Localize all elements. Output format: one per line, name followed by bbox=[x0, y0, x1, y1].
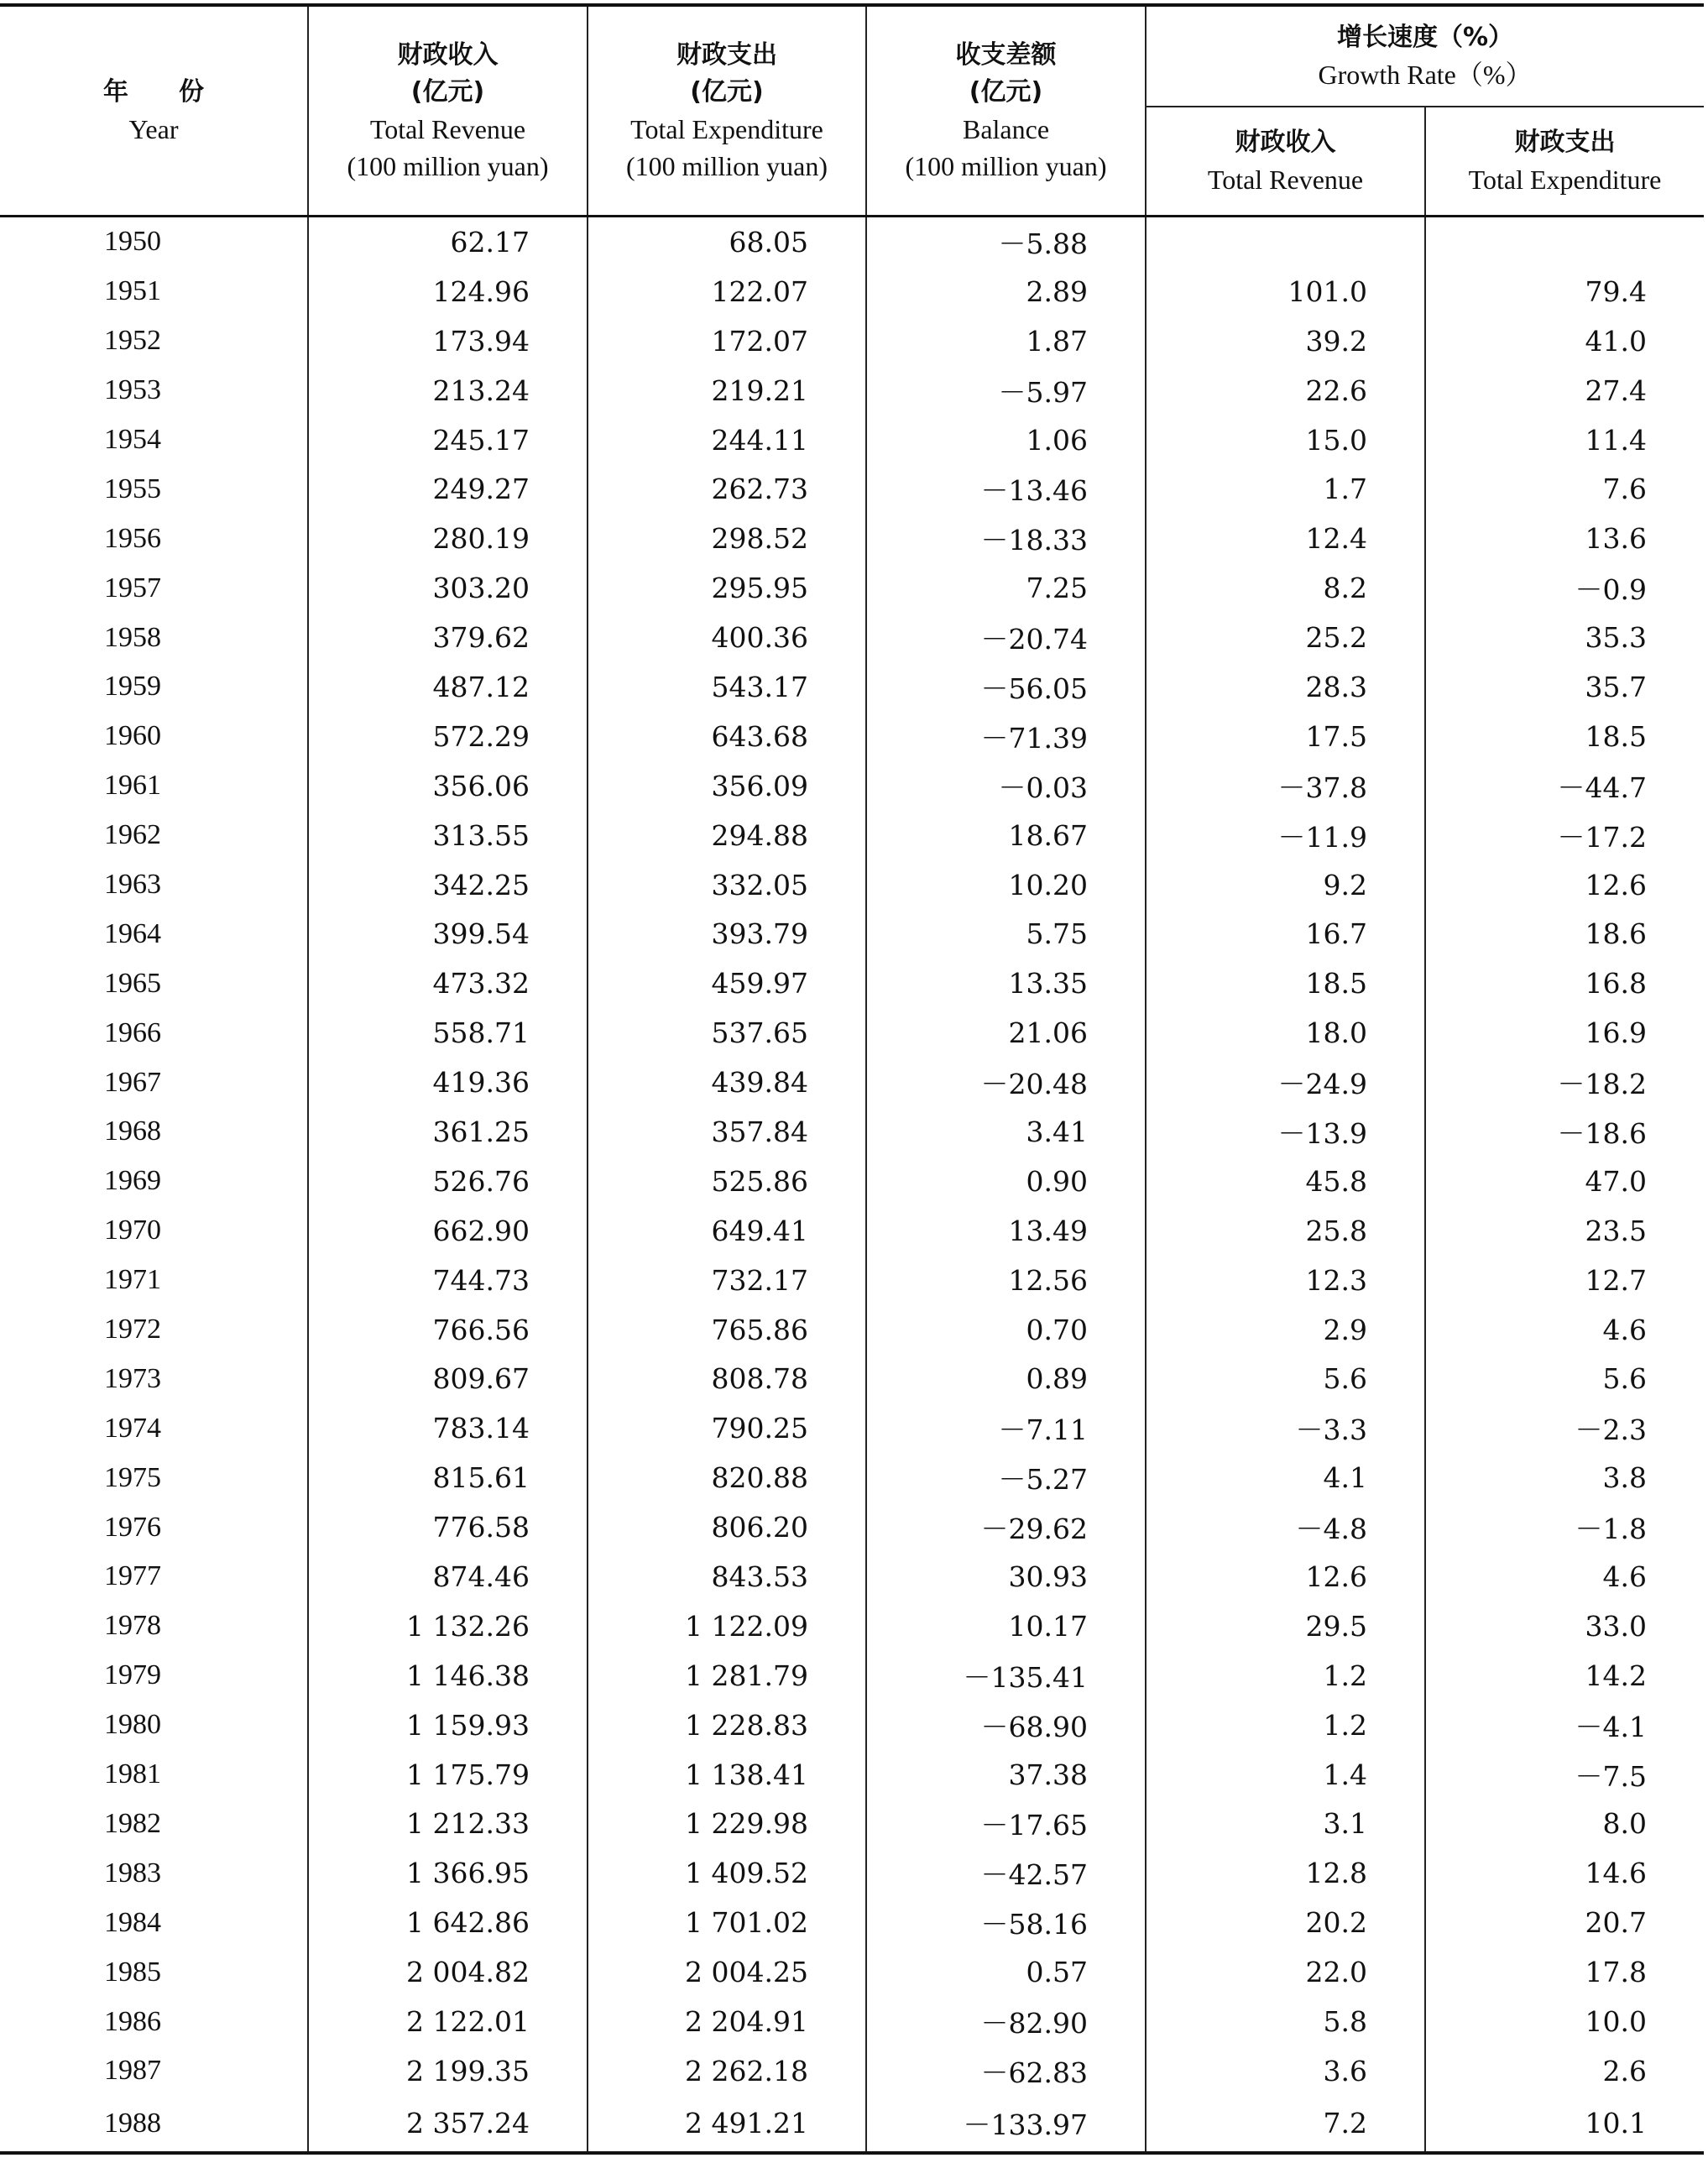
growth-expenditure-cell: 35.7 bbox=[1585, 670, 1648, 703]
expenditure-cell: 172.07 bbox=[588, 316, 866, 366]
header-growth-revenue: 财政收入 Total Revenue bbox=[1146, 107, 1425, 217]
table-row bbox=[0, 464, 1704, 514]
expenditure-cell: 357.84 bbox=[588, 1107, 866, 1157]
expenditure-cell: 643.68 bbox=[588, 712, 866, 761]
balance-cell: 12.56 bbox=[866, 1256, 1146, 1305]
year-cell: 1977 bbox=[0, 1552, 308, 1601]
balance-cell: －133.97 bbox=[866, 2096, 1146, 2153]
growth-expenditure-cell: 10.0 bbox=[1585, 2005, 1648, 2038]
year-cell: 1978 bbox=[0, 1601, 308, 1651]
revenue-cell: 572.29 bbox=[308, 712, 588, 761]
expenditure-cell: 806.20 bbox=[588, 1502, 866, 1552]
growth-revenue-cell: －4.8 bbox=[1146, 1502, 1425, 1552]
expenditure-cell: 1 228.83 bbox=[588, 1701, 866, 1750]
balance-cell: －82.90 bbox=[866, 1997, 1146, 2046]
growth-revenue-cell: 45.8 bbox=[1146, 1157, 1425, 1206]
revenue-cell: 526.76 bbox=[308, 1157, 588, 1206]
revenue-cell: 1 366.95 bbox=[308, 1848, 588, 1898]
growth-revenue-cell: 1.2 bbox=[1146, 1701, 1425, 1750]
year-cell: 1964 bbox=[0, 909, 308, 959]
expenditure-cell: 219.21 bbox=[588, 366, 866, 415]
year-cell: 1986 bbox=[0, 1997, 308, 2046]
growth-expenditure-cell: 12.6 bbox=[1585, 868, 1648, 901]
balance-cell: 13.35 bbox=[866, 959, 1146, 1008]
revenue-cell: 361.25 bbox=[308, 1107, 588, 1157]
balance-cell: 0.57 bbox=[866, 1947, 1146, 1997]
growth-revenue-cell: 17.5 bbox=[1146, 712, 1425, 761]
revenue-cell: 662.90 bbox=[308, 1206, 588, 1256]
balance-cell: 37.38 bbox=[866, 1750, 1146, 1800]
growth-expenditure-cell: 13.6 bbox=[1585, 522, 1648, 556]
table-row bbox=[0, 1354, 1704, 1403]
table-row bbox=[0, 1800, 1704, 1849]
balance-cell: －29.62 bbox=[866, 1502, 1146, 1552]
growth-revenue-cell: 18.0 bbox=[1146, 1008, 1425, 1058]
balance-cell: －20.74 bbox=[866, 613, 1146, 662]
table-row bbox=[0, 316, 1704, 366]
table-row bbox=[0, 1750, 1704, 1800]
year-cell: 1966 bbox=[0, 1008, 308, 1058]
growth-expenditure-cell: 4.6 bbox=[1602, 1560, 1648, 1593]
growth-revenue-cell: －13.9 bbox=[1146, 1107, 1425, 1157]
expenditure-cell: 1 281.79 bbox=[588, 1651, 866, 1701]
growth-expenditure-cell: 20.7 bbox=[1585, 1906, 1648, 1940]
table-row bbox=[0, 415, 1704, 465]
growth-revenue-cell: 1.2 bbox=[1146, 1651, 1425, 1701]
growth-revenue-cell: 18.5 bbox=[1146, 959, 1425, 1008]
year-cell: 1980 bbox=[0, 1701, 308, 1750]
year-cell: 1987 bbox=[0, 2046, 308, 2096]
table-header bbox=[0, 5, 1704, 217]
balance-cell: 30.93 bbox=[866, 1552, 1146, 1601]
expenditure-cell: 68.05 bbox=[588, 217, 866, 267]
growth-revenue-cell: 4.1 bbox=[1146, 1453, 1425, 1502]
growth-revenue-cell: －11.9 bbox=[1146, 811, 1425, 860]
growth-revenue-cell: 22.6 bbox=[1146, 366, 1425, 415]
growth-expenditure-cell: 79.4 bbox=[1585, 274, 1648, 308]
growth-expenditure-cell: －7.5 bbox=[1575, 1759, 1648, 1793]
growth-revenue-cell: 15.0 bbox=[1146, 415, 1425, 465]
growth-revenue-cell: 3.1 bbox=[1146, 1800, 1425, 1849]
expenditure-cell: 295.95 bbox=[588, 563, 866, 613]
table-row bbox=[0, 1502, 1704, 1552]
year-cell: 1972 bbox=[0, 1305, 308, 1355]
growth-revenue-cell: 25.8 bbox=[1146, 1206, 1425, 1256]
growth-revenue-cell: －3.3 bbox=[1146, 1403, 1425, 1453]
revenue-cell: 815.61 bbox=[308, 1453, 588, 1502]
growth-expenditure-cell: 18.6 bbox=[1585, 917, 1648, 951]
revenue-cell: 62.17 bbox=[308, 217, 588, 267]
expenditure-cell: 2 262.18 bbox=[588, 2046, 866, 2096]
growth-revenue-cell: 39.2 bbox=[1146, 316, 1425, 366]
header-year: 年 份 Year bbox=[0, 5, 308, 217]
table-row bbox=[0, 1997, 1704, 2046]
growth-expenditure-cell: 7.6 bbox=[1602, 473, 1648, 506]
balance-cell: －62.83 bbox=[866, 2046, 1146, 2096]
table-row bbox=[0, 2046, 1704, 2096]
table-row bbox=[0, 811, 1704, 860]
revenue-cell: 1 159.93 bbox=[308, 1701, 588, 1750]
balance-cell: 1.06 bbox=[866, 415, 1146, 465]
balance-cell: －18.33 bbox=[866, 514, 1146, 563]
revenue-cell: 783.14 bbox=[308, 1403, 588, 1453]
growth-expenditure-cell: 16.8 bbox=[1585, 967, 1648, 1001]
growth-expenditure-cell: 2.6 bbox=[1602, 2054, 1648, 2087]
growth-revenue-cell: 1.7 bbox=[1146, 464, 1425, 514]
balance-cell: －68.90 bbox=[866, 1701, 1146, 1750]
expenditure-cell: 820.88 bbox=[588, 1453, 866, 1502]
balance-cell: －135.41 bbox=[866, 1651, 1146, 1701]
growth-expenditure-cell: 27.4 bbox=[1585, 374, 1648, 407]
header-growth-expenditure: 财政支出 Total Expenditure bbox=[1425, 107, 1704, 217]
expenditure-cell: 332.05 bbox=[588, 860, 866, 910]
revenue-cell: 124.96 bbox=[308, 267, 588, 316]
growth-expenditure-cell: －18.2 bbox=[1557, 1068, 1648, 1101]
growth-revenue-cell: 101.0 bbox=[1146, 267, 1425, 316]
table-row bbox=[0, 1058, 1704, 1107]
balance-cell: －17.65 bbox=[866, 1800, 1146, 1849]
table-row bbox=[0, 761, 1704, 811]
expenditure-cell: 843.53 bbox=[588, 1552, 866, 1601]
growth-expenditure-cell: 12.7 bbox=[1585, 1263, 1648, 1297]
revenue-cell: 2 199.35 bbox=[308, 2046, 588, 2096]
year-cell: 1981 bbox=[0, 1750, 308, 1800]
revenue-cell: 419.36 bbox=[308, 1058, 588, 1107]
growth-revenue-cell: 20.2 bbox=[1146, 1898, 1425, 1947]
table-row bbox=[0, 909, 1704, 959]
year-cell: 1955 bbox=[0, 464, 308, 514]
balance-cell: 5.75 bbox=[866, 909, 1146, 959]
table-row bbox=[0, 217, 1704, 267]
balance-cell: －58.16 bbox=[866, 1898, 1146, 1947]
year-cell: 1971 bbox=[0, 1256, 308, 1305]
growth-expenditure-cell: －1.8 bbox=[1575, 1513, 1648, 1546]
table-row bbox=[0, 860, 1704, 910]
growth-expenditure-cell: 35.3 bbox=[1585, 621, 1648, 655]
table-row bbox=[0, 1305, 1704, 1355]
year-cell: 1973 bbox=[0, 1354, 308, 1403]
table-row bbox=[0, 613, 1704, 662]
revenue-cell: 1 642.86 bbox=[308, 1898, 588, 1947]
revenue-cell: 280.19 bbox=[308, 514, 588, 563]
expenditure-cell: 1 122.09 bbox=[588, 1601, 866, 1651]
growth-expenditure-cell: 17.8 bbox=[1585, 1956, 1648, 1989]
expenditure-cell: 244.11 bbox=[588, 415, 866, 465]
expenditure-cell: 808.78 bbox=[588, 1354, 866, 1403]
revenue-cell: 303.20 bbox=[308, 563, 588, 613]
year-cell: 1957 bbox=[0, 563, 308, 613]
revenue-cell: 487.12 bbox=[308, 662, 588, 712]
revenue-cell: 379.62 bbox=[308, 613, 588, 662]
table-row bbox=[0, 366, 1704, 415]
growth-revenue-cell: 7.2 bbox=[1146, 2096, 1425, 2153]
year-cell: 1969 bbox=[0, 1157, 308, 1206]
expenditure-cell: 2 491.21 bbox=[588, 2096, 866, 2153]
revenue-cell: 874.46 bbox=[308, 1552, 588, 1601]
growth-expenditure-cell: 14.6 bbox=[1585, 1857, 1648, 1890]
balance-cell: 13.49 bbox=[866, 1206, 1146, 1256]
balance-cell: 10.17 bbox=[866, 1601, 1146, 1651]
revenue-cell: 313.55 bbox=[308, 811, 588, 860]
balance-cell: 1.87 bbox=[866, 316, 1146, 366]
growth-expenditure-cell: 41.0 bbox=[1585, 324, 1648, 358]
revenue-cell: 1 212.33 bbox=[308, 1800, 588, 1849]
expenditure-cell: 765.86 bbox=[588, 1305, 866, 1355]
table-row bbox=[0, 1008, 1704, 1058]
year-cell: 1963 bbox=[0, 860, 308, 910]
growth-revenue-cell: 22.0 bbox=[1146, 1947, 1425, 1997]
table-row bbox=[0, 662, 1704, 712]
growth-expenditure-cell: 8.0 bbox=[1602, 1807, 1648, 1841]
growth-revenue-cell: 5.6 bbox=[1146, 1354, 1425, 1403]
growth-revenue-cell: 5.8 bbox=[1146, 1997, 1425, 2046]
year-cell: 1983 bbox=[0, 1848, 308, 1898]
table-row bbox=[0, 267, 1704, 316]
revenue-cell: 245.17 bbox=[308, 415, 588, 465]
growth-revenue-cell: －37.8 bbox=[1146, 761, 1425, 811]
revenue-cell: 173.94 bbox=[308, 316, 588, 366]
table-row bbox=[0, 563, 1704, 613]
growth-revenue-cell: 12.4 bbox=[1146, 514, 1425, 563]
revenue-cell: 2 004.82 bbox=[308, 1947, 588, 1997]
year-cell: 1982 bbox=[0, 1800, 308, 1849]
growth-expenditure-cell: 14.2 bbox=[1585, 1659, 1648, 1692]
expenditure-cell: 790.25 bbox=[588, 1403, 866, 1453]
balance-cell: 7.25 bbox=[866, 563, 1146, 613]
growth-revenue-cell: 2.9 bbox=[1146, 1305, 1425, 1355]
revenue-cell: 558.71 bbox=[308, 1008, 588, 1058]
expenditure-cell: 525.86 bbox=[588, 1157, 866, 1206]
revenue-cell: 473.32 bbox=[308, 959, 588, 1008]
growth-expenditure-cell: －4.1 bbox=[1575, 1710, 1648, 1743]
revenue-cell: 809.67 bbox=[308, 1354, 588, 1403]
balance-cell: －42.57 bbox=[866, 1848, 1146, 1898]
growth-expenditure-cell: －18.6 bbox=[1557, 1116, 1648, 1150]
year-cell: 1962 bbox=[0, 811, 308, 860]
table-body bbox=[0, 217, 1704, 2153]
table-row bbox=[0, 959, 1704, 1008]
revenue-cell: 2 357.24 bbox=[308, 2096, 588, 2153]
balance-cell: 10.20 bbox=[866, 860, 1146, 910]
revenue-cell: 2 122.01 bbox=[308, 1997, 588, 2046]
year-cell: 1959 bbox=[0, 662, 308, 712]
growth-revenue-cell: 3.6 bbox=[1146, 2046, 1425, 2096]
table-row bbox=[0, 1947, 1704, 1997]
year-cell: 1951 bbox=[0, 267, 308, 316]
table-row bbox=[0, 1403, 1704, 1453]
year-cell: 1952 bbox=[0, 316, 308, 366]
revenue-cell: 1 132.26 bbox=[308, 1601, 588, 1651]
growth-expenditure-cell: －0.9 bbox=[1575, 573, 1648, 607]
balance-cell: 21.06 bbox=[866, 1008, 1146, 1058]
growth-revenue-cell: 25.2 bbox=[1146, 613, 1425, 662]
table-row bbox=[0, 1206, 1704, 1256]
balance-cell: －5.27 bbox=[866, 1453, 1146, 1502]
balance-cell: 18.67 bbox=[866, 811, 1146, 860]
expenditure-cell: 298.52 bbox=[588, 514, 866, 563]
expenditure-cell: 400.36 bbox=[588, 613, 866, 662]
revenue-cell: 399.54 bbox=[308, 909, 588, 959]
year-cell: 1967 bbox=[0, 1058, 308, 1107]
growth-expenditure-cell: 16.9 bbox=[1585, 1016, 1648, 1050]
year-cell: 1961 bbox=[0, 761, 308, 811]
year-cell: 1968 bbox=[0, 1107, 308, 1157]
balance-cell: －0.03 bbox=[866, 761, 1146, 811]
balance-cell: 0.70 bbox=[866, 1305, 1146, 1355]
balance-cell: －5.88 bbox=[866, 217, 1146, 267]
expenditure-cell: 439.84 bbox=[588, 1058, 866, 1107]
expenditure-cell: 1 229.98 bbox=[588, 1800, 866, 1849]
expenditure-cell: 1 138.41 bbox=[588, 1750, 866, 1800]
year-cell: 1956 bbox=[0, 514, 308, 563]
expenditure-cell: 732.17 bbox=[588, 1256, 866, 1305]
growth-revenue-cell: 28.3 bbox=[1146, 662, 1425, 712]
table-row bbox=[0, 1453, 1704, 1502]
year-cell: 1970 bbox=[0, 1206, 308, 1256]
expenditure-cell: 2 204.91 bbox=[588, 1997, 866, 2046]
balance-cell: 0.89 bbox=[866, 1354, 1146, 1403]
year-cell: 1976 bbox=[0, 1502, 308, 1552]
growth-expenditure-cell: 11.4 bbox=[1585, 423, 1648, 457]
year-cell: 1958 bbox=[0, 613, 308, 662]
revenue-cell: 249.27 bbox=[308, 464, 588, 514]
year-cell: 1984 bbox=[0, 1898, 308, 1947]
growth-expenditure-cell: －44.7 bbox=[1557, 771, 1648, 804]
revenue-cell: 356.06 bbox=[308, 761, 588, 811]
expenditure-cell: 294.88 bbox=[588, 811, 866, 860]
table-row bbox=[0, 1256, 1704, 1305]
growth-revenue-cell: 16.7 bbox=[1146, 909, 1425, 959]
expenditure-cell: 122.07 bbox=[588, 267, 866, 316]
table-row bbox=[0, 2096, 1704, 2153]
expenditure-cell: 543.17 bbox=[588, 662, 866, 712]
balance-cell: 2.89 bbox=[866, 267, 1146, 316]
header-revenue: 财政收入 (亿元) Total Revenue (100 million yuan) bbox=[308, 5, 588, 217]
year-cell: 1950 bbox=[0, 217, 308, 267]
growth-expenditure-cell: 33.0 bbox=[1585, 1609, 1648, 1643]
growth-expenditure-cell: 47.0 bbox=[1585, 1164, 1648, 1198]
expenditure-cell: 537.65 bbox=[588, 1008, 866, 1058]
table-row bbox=[0, 1651, 1704, 1701]
year-cell: 1975 bbox=[0, 1453, 308, 1502]
balance-cell: －7.11 bbox=[866, 1403, 1146, 1453]
expenditure-cell: 1 701.02 bbox=[588, 1898, 866, 1947]
growth-expenditure-cell: 18.5 bbox=[1585, 719, 1648, 753]
table-row bbox=[0, 1157, 1704, 1206]
year-cell: 1965 bbox=[0, 959, 308, 1008]
year-cell: 1974 bbox=[0, 1403, 308, 1453]
revenue-cell: 766.56 bbox=[308, 1305, 588, 1355]
balance-cell: －71.39 bbox=[866, 712, 1146, 761]
expenditure-cell: 1 409.52 bbox=[588, 1848, 866, 1898]
growth-revenue-cell: 9.2 bbox=[1146, 860, 1425, 910]
header-balance: 收支差额 (亿元) Balance (100 million yuan) bbox=[866, 5, 1146, 217]
growth-expenditure-cell: 5.6 bbox=[1602, 1362, 1648, 1396]
year-cell: 1988 bbox=[0, 2096, 308, 2153]
revenue-cell: 744.73 bbox=[308, 1256, 588, 1305]
table-row bbox=[0, 1107, 1704, 1157]
growth-revenue-cell: －24.9 bbox=[1146, 1058, 1425, 1107]
growth-revenue-cell: 12.8 bbox=[1146, 1848, 1425, 1898]
revenue-cell: 776.58 bbox=[308, 1502, 588, 1552]
year-cell: 1954 bbox=[0, 415, 308, 465]
growth-revenue-cell: 8.2 bbox=[1146, 563, 1425, 613]
growth-expenditure-cell: 10.1 bbox=[1425, 2096, 1704, 2153]
balance-cell: －5.97 bbox=[866, 366, 1146, 415]
growth-expenditure-cell: 3.8 bbox=[1602, 1461, 1648, 1495]
revenue-cell: 1 146.38 bbox=[308, 1651, 588, 1701]
fiscal-table bbox=[0, 3, 1704, 2155]
growth-revenue-cell: 29.5 bbox=[1146, 1601, 1425, 1651]
expenditure-cell: 649.41 bbox=[588, 1206, 866, 1256]
year-cell: 1960 bbox=[0, 712, 308, 761]
growth-revenue-cell bbox=[1146, 217, 1425, 267]
growth-expenditure-cell bbox=[1425, 217, 1704, 267]
balance-cell: －20.48 bbox=[866, 1058, 1146, 1107]
header-growth-rate: 增长速度（%） Growth Rate（%） bbox=[1146, 5, 1704, 107]
expenditure-cell: 2 004.25 bbox=[588, 1947, 866, 1997]
growth-expenditure-cell: 4.6 bbox=[1602, 1313, 1648, 1346]
year-cell: 1953 bbox=[0, 366, 308, 415]
growth-expenditure-cell: －17.2 bbox=[1557, 820, 1648, 854]
table-row bbox=[0, 514, 1704, 563]
expenditure-cell: 262.73 bbox=[588, 464, 866, 514]
balance-cell: －13.46 bbox=[866, 464, 1146, 514]
table-row bbox=[0, 1701, 1704, 1750]
year-cell: 1985 bbox=[0, 1947, 308, 1997]
growth-expenditure-cell: 23.5 bbox=[1585, 1214, 1648, 1247]
growth-expenditure-cell: －2.3 bbox=[1575, 1413, 1648, 1447]
year-cell: 1979 bbox=[0, 1651, 308, 1701]
growth-revenue-cell: 12.6 bbox=[1146, 1552, 1425, 1601]
balance-cell: 3.41 bbox=[866, 1107, 1146, 1157]
table-row bbox=[0, 1898, 1704, 1947]
table-row bbox=[0, 1601, 1704, 1651]
expenditure-cell: 459.97 bbox=[588, 959, 866, 1008]
table-row bbox=[0, 1848, 1704, 1898]
expenditure-cell: 393.79 bbox=[588, 909, 866, 959]
revenue-cell: 1 175.79 bbox=[308, 1750, 588, 1800]
header-expenditure: 财政支出 (亿元) Total Expenditure (100 million yuan) bbox=[588, 5, 866, 217]
table-row bbox=[0, 712, 1704, 761]
growth-revenue-cell: 12.3 bbox=[1146, 1256, 1425, 1305]
revenue-cell: 213.24 bbox=[308, 366, 588, 415]
balance-cell: 0.90 bbox=[866, 1157, 1146, 1206]
expenditure-cell: 356.09 bbox=[588, 761, 866, 811]
balance-cell: －56.05 bbox=[866, 662, 1146, 712]
revenue-cell: 342.25 bbox=[308, 860, 588, 910]
growth-revenue-cell: 1.4 bbox=[1146, 1750, 1425, 1800]
table-row bbox=[0, 1552, 1704, 1601]
